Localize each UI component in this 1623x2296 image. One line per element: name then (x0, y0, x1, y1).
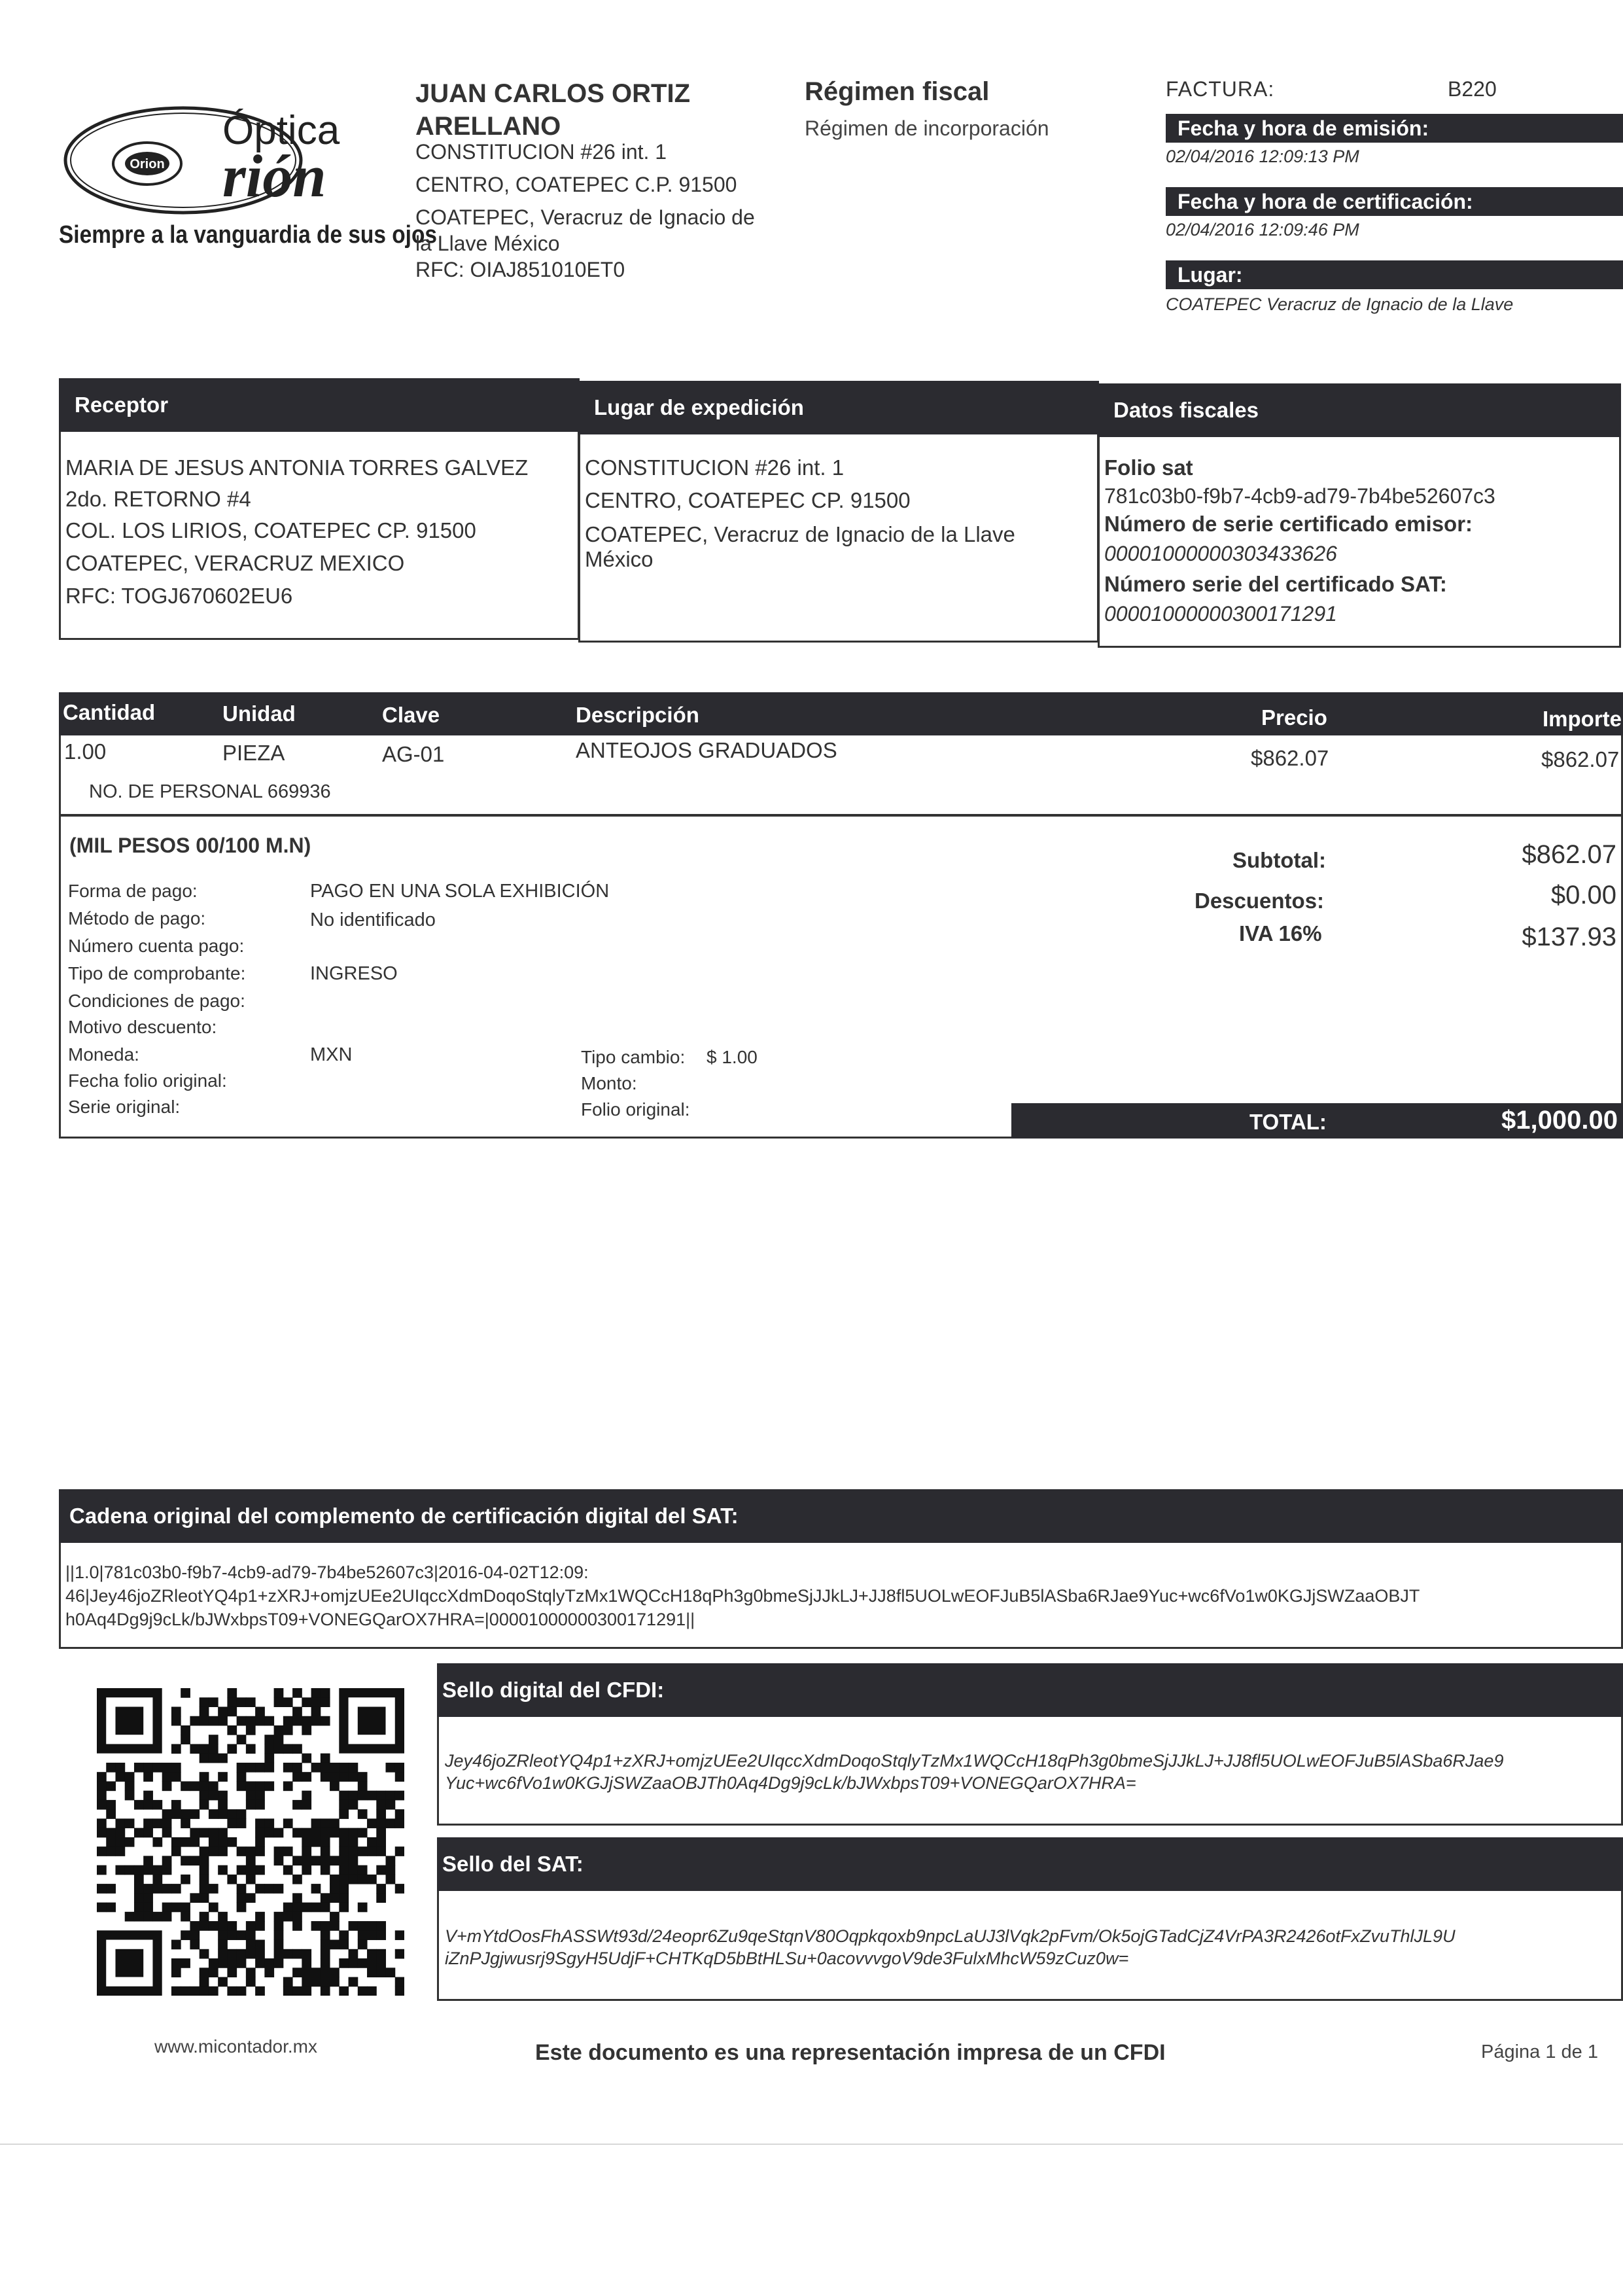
location-label: Lugar: (1178, 262, 1243, 287)
qr-code (97, 1688, 404, 1996)
iva-label: IVA 16% (1239, 921, 1322, 945)
folio-sat-label: Folio sat (1104, 455, 1193, 480)
detail-label: Número cuenta pago: (68, 936, 245, 956)
amount-label: Monto: (581, 1073, 637, 1093)
iva-value: $137.93 (1522, 923, 1616, 951)
receptor-rfc: RFC: TOGJ670602EU6 (65, 584, 293, 608)
amount-in-words: (MIL PESOS 00/100 M.N) (69, 834, 311, 857)
column-header-descripcion: Descripción (576, 703, 699, 727)
item-descripcion: ANTEOJOS GRADUADOS (576, 738, 837, 762)
company-address-line: COATEPEC, Veracruz de Ignacio de (415, 205, 755, 229)
detail-label: Moneda: (68, 1044, 139, 1065)
cadena-original-line: h0Aq4Dg9j9cLk/bJWxbpsT09+VONEGQarOX7HRA=|00001000000300171291|| (65, 1610, 695, 1629)
emission-date-value: 02/04/2016 12:09:13 PM (1166, 147, 1359, 166)
company-address-line: CONSTITUCION #26 int. 1 (415, 140, 667, 164)
regimen-fiscal-title: Régimen fiscal (805, 77, 990, 106)
folio-sat-value: 781c03b0-f9b7-4cb9-ad79-7b4be52607c3 (1104, 484, 1495, 508)
logo-tagline: Siempre a la vanguardia de sus ojos (59, 221, 437, 249)
emission-date-label: Fecha y hora de emisión: (1178, 116, 1429, 140)
discounts-label: Descuentos: (1195, 889, 1325, 913)
issuer-certificate-label: Número de serie certificado emisor: (1104, 512, 1473, 536)
item-precio: $862.07 (1251, 746, 1329, 770)
detail-label: Motivo descuento: (68, 1017, 217, 1037)
location-value: COATEPEC Veracruz de Ignacio de la Llave (1166, 294, 1514, 314)
cadena-original-header (59, 1489, 1623, 1543)
receptor-line: COL. LOS LIRIOS, COATEPEC CP. 91500 (65, 518, 476, 542)
emission-date-header (1166, 114, 1623, 143)
sello-cfdi-line: Jey46joZRleotYQ4p1+zXRJ+omjzUEe2UIqccXdmDoqoStqlyTzMx1WQCcH18qPh3g0bmeSjJJkLJ+JJ8fl5UOLwEOFJuB5lASba6RJae9 (445, 1751, 1504, 1771)
location-header (1166, 260, 1623, 289)
invoice-number: B220 (1448, 77, 1497, 101)
footer-statement: Este documento es una representación impresa de un CFDI (535, 2040, 1166, 2065)
invoice-label: FACTURA: (1166, 77, 1275, 101)
detail-label: Método de pago: (68, 908, 206, 928)
page-bottom-rule (0, 2144, 1623, 2145)
receptor-header (59, 378, 580, 432)
receptor-title: Receptor (75, 393, 169, 417)
item-cantidad: 1.00 (64, 739, 107, 764)
expedicion-title: Lugar de expedición (594, 395, 804, 419)
certification-date-header (1166, 187, 1623, 216)
detail-label: Serie original: (68, 1097, 181, 1117)
detail-value: INGRESO (310, 963, 398, 984)
company-name: JUAN CARLOS ORTIZ ARELLANO (415, 79, 690, 141)
total-value: $1,000.00 (1501, 1106, 1618, 1135)
total-label: TOTAL: (1249, 1110, 1327, 1134)
footer-page-number: Página 1 de 1 (1481, 2041, 1598, 2062)
item-note: NO. DE PERSONAL 669936 (89, 781, 331, 802)
svg-text:Orion: Orion (130, 157, 165, 171)
cadena-original-line: 46|Jey46joZRleotYQ4p1+zXRJ+omjzUEe2UIqccXdmDoqoStqlyTzMx1WQCcH18qPh3g0bmeSjJJkLJ+JJ8fl5UOLwEOFJuB5lASba6RJae9Yuc+wc6fVo1w0KGJjSWZaaOBJT (65, 1586, 1420, 1606)
sat-certificate-value: 00001000000300171291 (1104, 602, 1337, 626)
expedicion-line: CONSTITUCION #26 int. 1 (585, 455, 845, 480)
expedicion-line: México (585, 547, 654, 571)
receptor-line: 2do. RETORNO #4 (65, 487, 251, 511)
certification-date-label: Fecha y hora de certificación: (1178, 189, 1473, 213)
fiscal-data-header (1098, 383, 1621, 437)
certification-date-value: 02/04/2016 12:09:46 PM (1166, 220, 1359, 239)
detail-label: Condiciones de pago: (68, 991, 245, 1011)
column-header-importe: Importe (1543, 707, 1622, 731)
sello-cfdi-header (437, 1663, 1623, 1717)
company-address-line: CENTRO, COATEPEC C.P. 91500 (415, 173, 737, 196)
detail-label: Fecha folio original: (68, 1070, 227, 1091)
totals-box (59, 814, 1623, 1139)
subtotal-value: $862.07 (1522, 840, 1616, 869)
expedicion-line: CENTRO, COATEPEC CP. 91500 (585, 488, 911, 512)
company-rfc: RFC: OIAJ851010ET0 (415, 258, 625, 281)
sello-sat-title: Sello del SAT: (442, 1852, 584, 1876)
receptor-line: MARIA DE JESUS ANTONIA TORRES GALVEZ (65, 455, 529, 480)
svg-text:Óptica: Óptica (222, 108, 340, 153)
column-header-cantidad: Cantidad (63, 700, 156, 724)
company-address-line: la Llave México (415, 232, 560, 255)
detail-label: Forma de pago: (68, 881, 198, 901)
item-importe: $862.07 (1541, 747, 1620, 771)
expedicion-header (578, 381, 1099, 434)
item-unidad: PIEZA (222, 741, 285, 765)
fiscal-data-title: Datos fiscales (1113, 398, 1259, 422)
sello-cfdi-title: Sello digital del CFDI: (442, 1678, 665, 1702)
regimen-fiscal-value: Régimen de incorporación (805, 116, 1049, 140)
exchange-rate-value: $ 1.00 (707, 1047, 758, 1067)
cadena-original-line: ||1.0|781c03b0-f9b7-4cb9-ad79-7b4be52607c3|2016-04-02T12:09: (65, 1563, 589, 1582)
discounts-value: $0.00 (1550, 881, 1616, 910)
detail-value: MXN (310, 1044, 353, 1065)
expedicion-line: COATEPEC, Veracruz de Ignacio de la Llave (585, 522, 1015, 546)
footer-website: www.micontador.mx (154, 2036, 317, 2057)
column-header-precio: Precio (1261, 705, 1327, 730)
sello-sat-header (437, 1837, 1623, 1891)
receptor-line: COATEPEC, VERACRUZ MEXICO (65, 551, 405, 575)
original-folio-label: Folio original: (581, 1099, 690, 1120)
sello-sat-line: iZnPJgjwusrj9SgyH5UdjF+CHTKqD5bBtHLSu+0acovvvgoV9de3FulxMhcW59zCuz0w= (445, 1949, 1129, 1968)
subtotal-label: Subtotal: (1232, 848, 1326, 872)
column-header-clave: Clave (382, 703, 440, 727)
svg-text:rión: rión (222, 143, 326, 209)
sat-certificate-label: Número serie del certificado SAT: (1104, 572, 1447, 596)
column-header-unidad: Unidad (222, 701, 296, 726)
sello-sat-line: V+mYtdOosFhASSWt93d/24eopr6Zu9qeStqnV80Oqpkqoxb9npcLaUJ3lVqk2pFvm/Ok5ojGTadCjZ4VrPA3R2426otFxZvuThlJL9U (445, 1926, 1456, 1946)
detail-value: No identificado (310, 910, 436, 930)
exchange-rate-label: Tipo cambio: (581, 1047, 686, 1067)
detail-value: PAGO EN UNA SOLA EXHIBICIÓN (310, 881, 610, 902)
cadena-original-title: Cadena original del complemento de certificación digital del SAT: (69, 1504, 739, 1528)
issuer-certificate-value: 00001000000303433626 (1104, 542, 1337, 565)
sello-cfdi-line: Yuc+wc6fVo1w0KGJjSWZaaOBJTh0Aq4Dg9j9cLk/bJWxbpsT09+VONEGQarOX7HRA= (445, 1773, 1136, 1793)
item-clave: AG-01 (382, 742, 445, 766)
detail-label: Tipo de comprobante: (68, 963, 246, 983)
